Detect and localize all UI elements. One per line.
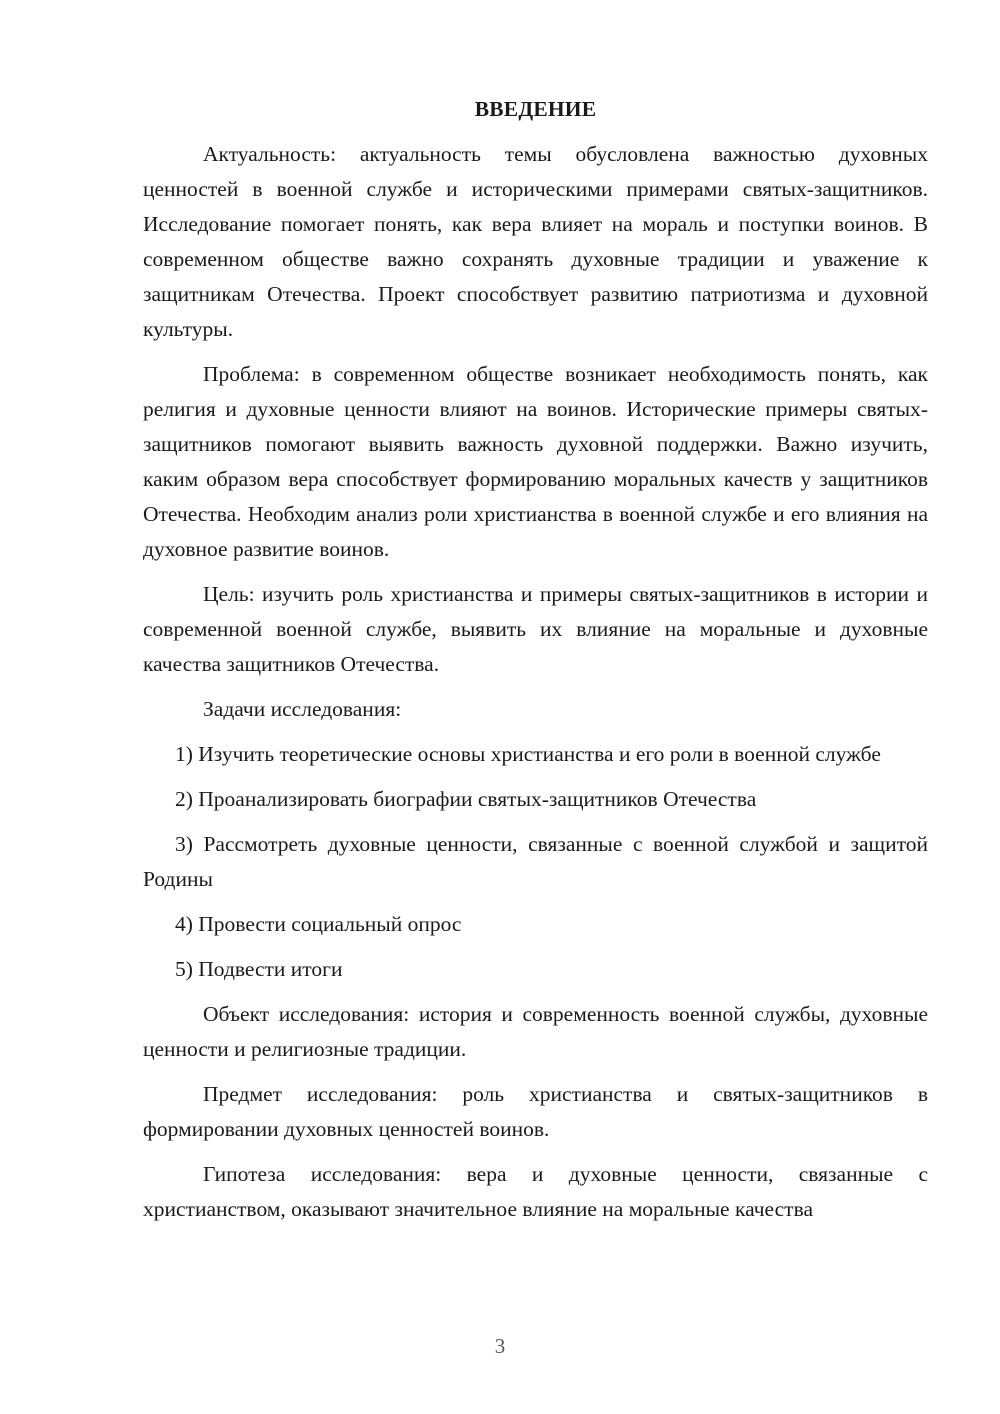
page-title: ВВЕДЕНИЕ bbox=[474, 97, 597, 121]
task-item: 2) Проанализировать биографии святых-защитников Отечества bbox=[175, 787, 757, 811]
task-item: 4) Провести социальный опрос bbox=[175, 912, 462, 936]
object-paragraph: Объект исследования: история и современность военной службы, духовные ценности и религиозные традиции. bbox=[143, 1002, 928, 1061]
hypothesis-paragraph: Гипотеза исследования: вера и духовные ценности, связанные с христианством, оказывают значительное влияние на моральные качества bbox=[143, 1162, 928, 1221]
page-number: 3 bbox=[494, 1334, 506, 1358]
task-item: 5) Подвести итоги bbox=[175, 957, 343, 981]
document-page bbox=[143, 92, 928, 1237]
tasks-heading: Задачи исследования: bbox=[203, 697, 402, 721]
relevance-paragraph: Актуальность: актуальность темы обусловлена важностью духовных ценностей в военной службе и историческими примерами святых-защитников. Исследование помогает понять, как вера влияет на мораль и поступки воинов. В современном обществе важно сохранять духовные традиции и уважение к защитникам Отечества. Проект способствует развитию патриотизма и духовной культуры. bbox=[143, 142, 928, 341]
task-item: 1) Изучить теоретические основы христианства и его роли в военной службе bbox=[175, 742, 881, 766]
subject-paragraph: Предмет исследования: роль христианства и святых-защитников в формировании духовных ценностей воинов. bbox=[143, 1082, 928, 1141]
goal-paragraph: Цель: изучить роль христианства и примеры святых-защитников в истории и современной военной службе, выявить их влияние на моральные и духовные качества защитников Отечества. bbox=[143, 582, 928, 676]
task-item: 3) Рассмотреть духовные ценности, связанные с военной службой и защитой Родины bbox=[143, 832, 928, 891]
problem-paragraph: Проблема: в современном обществе возникает необходимость понять, как религия и духовные ценности влияют на воинов. Исторические примеры святых-защитников помогают выявить важность духовной поддержки. Важно изучить, каким образом вера способствует формированию моральных качеств у защитников Отечества. Необходим анализ роли христианства в военной службе и его влияния на духовное развитие воинов. bbox=[143, 362, 928, 561]
